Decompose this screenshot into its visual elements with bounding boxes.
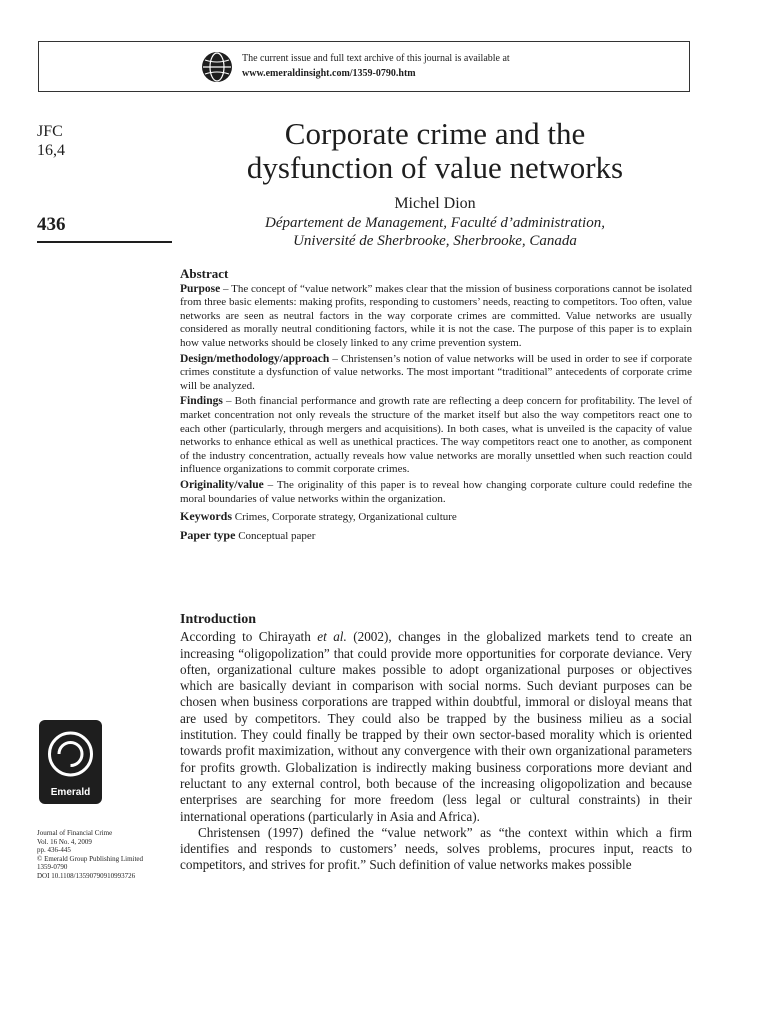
title-line-2: dysfunction of value networks bbox=[246, 150, 624, 185]
design-label: Design/methodology/approach bbox=[180, 352, 330, 365]
intro-citation-etal: et al. bbox=[317, 629, 347, 645]
emerald-logo bbox=[39, 720, 102, 804]
meta-journal-name: Journal of Financial Crime bbox=[37, 829, 113, 837]
affiliation-line-1: Département de Management, Faculté d’administration, bbox=[265, 215, 605, 231]
publication-metadata bbox=[37, 829, 177, 880]
findings-label: Findings bbox=[180, 395, 223, 408]
meta-volume: Vol. 16 No. 4, 2009 bbox=[37, 837, 92, 846]
purpose-text: – The concept of “value network” makes clear that the mission of business corporations cannot be isolated from three basic elements: making profits, responding to customers’ needs, reacting to competitors. Too often, value networks are seen as neutral factors in the way corporate crimes are committed. Value networks are usually considered as morally neutral conditioning factors, while it is not the case. The purpose of this paper is to explain how value networks should be closely linked to any crime prevention system. bbox=[180, 282, 692, 349]
intro-text-b: (2002), changes in the globalized markets tend to create an increasing “oligopolization” that could provide more opportunities for corporate deviance. Very often, organizational culture makes possible to adopt organizational purposes or objectives which are basically deviant in comparison with social norms. Such deviant purposes can be chosen when business corporations are trapped within doubtful, immoral or disloyal means that are used by competitors. They could also be trapped by the business milieu as a social institution. They could finally be trapped by their own sector-based morality which is oriented towards profit maximization, without any convergence with their own organizational parameters for profits growth. Globalization is indirectly making business corporations more deviant and reluctant to any external control, both because of the increasing oligopolization and because enterprises are searching for more freedom (less legal or cultural constraints) in their international operations (particularly in Asia and Africa). bbox=[180, 629, 692, 824]
meta-copyright: © Emerald Group Publishing Limited bbox=[37, 854, 144, 863]
banner-text bbox=[242, 51, 510, 81]
abstract-keywords bbox=[180, 510, 692, 525]
banner-line: The current issue and full text archive of this journal is available at bbox=[242, 53, 510, 64]
abstract-section bbox=[180, 267, 692, 545]
page-number-rule bbox=[37, 241, 172, 243]
introduction-paragraph-1 bbox=[180, 629, 692, 825]
journal-access-banner bbox=[38, 41, 690, 92]
abstract-findings bbox=[180, 395, 692, 477]
journal-abbrev: JFC bbox=[37, 123, 63, 140]
introduction-heading: Introduction bbox=[180, 612, 256, 627]
abstract-heading: Abstract bbox=[180, 266, 229, 281]
findings-text: – Both financial performance and growth rate are reflecting a deep concern for profitability. The level of market concentration not only reveals the structure of the market itself but also the way competitors react one to each other (particularly, through mergers and acquisitions). In both cases, what is unveiled is the capacity of value networks to enhance ethical as well as unethical practices. The way competitors react one to another, as component of the industry concentration, actually reveals how value networks are morally unsettled when such reaction could influence organizations to commit corporate crimes. bbox=[180, 395, 692, 476]
abstract-originality bbox=[180, 479, 692, 506]
design-text: – Christensen’s notion of value networks will be used in order to see if corporate crimes constitute a dysfunction of value networks. The most important “traditional” antecedents of corporate crime will be analyzed. bbox=[180, 352, 692, 392]
journal-url-link[interactable]: www.emeraldinsight.com/1359-0790.htm bbox=[242, 68, 416, 79]
emerald-logo-icon bbox=[39, 724, 102, 788]
originality-text: – The originality of this paper is to reveal how changing corporate culture could redefine the moral boundaries of value networks within the organization. bbox=[180, 478, 692, 505]
purpose-label: Purpose bbox=[180, 282, 221, 295]
meta-pages: pp. 436-445 bbox=[37, 846, 71, 854]
globe-icon bbox=[201, 51, 233, 83]
title-line-1: Corporate crime and the bbox=[284, 116, 586, 151]
page-number: 436 bbox=[37, 214, 66, 235]
author-affiliation bbox=[180, 214, 690, 250]
abstract-purpose bbox=[180, 283, 692, 351]
paper-type-label: Paper type bbox=[180, 527, 236, 542]
paper-type-text: Conceptual paper bbox=[235, 529, 316, 542]
intro-text-a: According to Chirayath bbox=[180, 629, 318, 645]
abstract-paper-type bbox=[180, 529, 692, 544]
author-name: Michel Dion bbox=[394, 195, 476, 212]
emerald-logo-label: Emerald bbox=[50, 787, 91, 798]
originality-label: Originality/value bbox=[180, 478, 264, 491]
meta-doi: DOI 10.1108/13590790910993726 bbox=[37, 871, 136, 880]
abstract-design bbox=[180, 353, 692, 394]
article-title bbox=[180, 117, 690, 185]
introduction-section bbox=[180, 612, 692, 874]
journal-code bbox=[37, 122, 65, 160]
meta-issn: 1359-0790 bbox=[37, 863, 68, 871]
keywords-text: Crimes, Corporate strategy, Organizational culture bbox=[232, 511, 457, 524]
keywords-label: Keywords bbox=[180, 509, 232, 524]
journal-volume: 16,4 bbox=[37, 142, 65, 159]
introduction-paragraph-2: Christensen (1997) defined the “value network” as “the context within which a firm identifies and responds to customers’ needs, solves problems, procures input, reacts to competitors, and strives for profit.” Such definition of value networks makes possible bbox=[180, 824, 692, 873]
affiliation-line-2: Université de Sherbrooke, Sherbrooke, Canada bbox=[293, 233, 577, 249]
